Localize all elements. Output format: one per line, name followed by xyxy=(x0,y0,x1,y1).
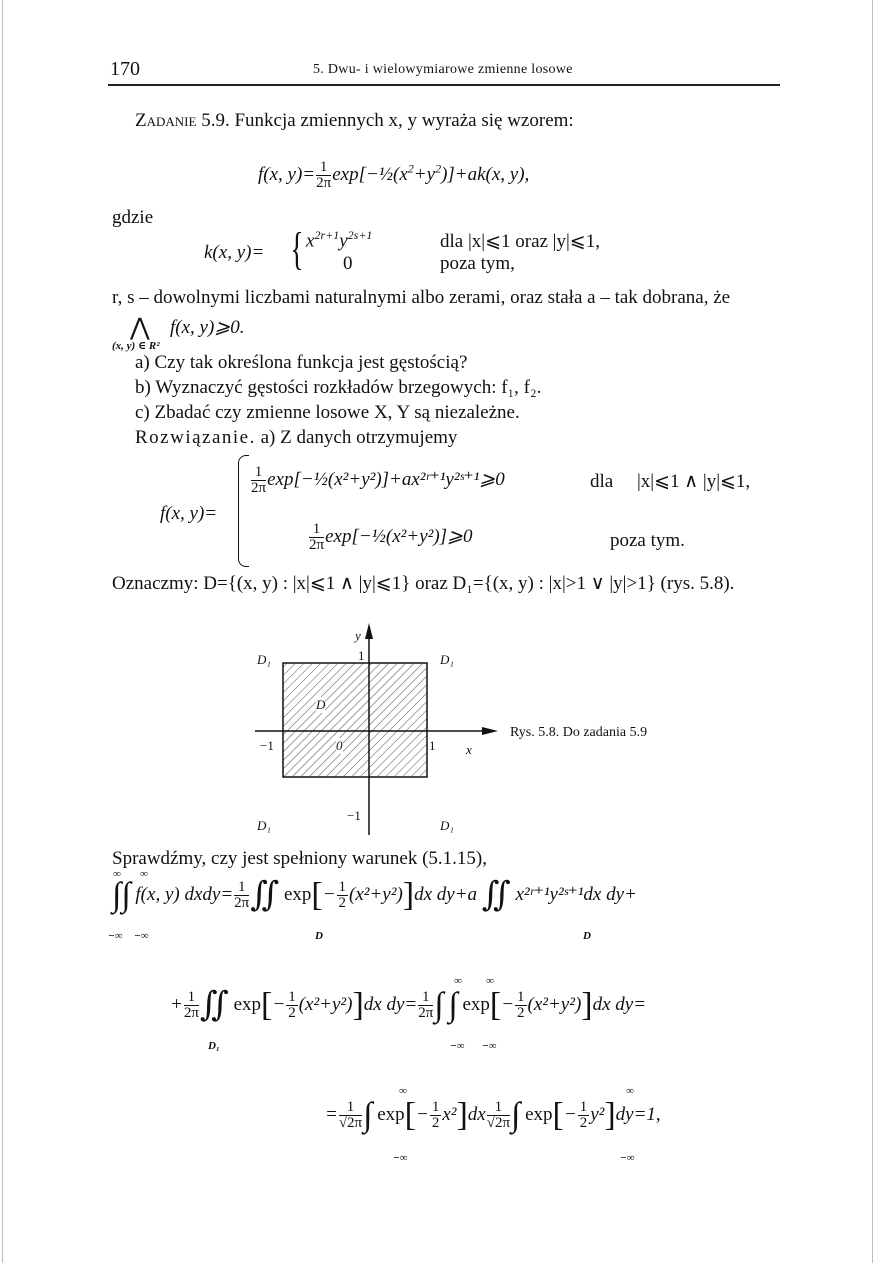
equation-f: f(x, y)= $\frac{1}{2\pi}$ $\exp[-\frac{1}{2}(x^2+y^2)]+ak(x$, y), xyxy=(258,159,530,191)
region-D xyxy=(283,663,427,777)
figure-5-8 xyxy=(250,615,510,840)
header-rule xyxy=(108,84,780,86)
running-title: 5. Dwu- i wielowymiarowe zmienne losowe xyxy=(313,62,573,77)
piecewise-cond2: poza tym. xyxy=(610,530,685,551)
upper-limit: ∞ xyxy=(140,868,148,880)
label-D1-br: D₁ xyxy=(440,818,454,833)
question-a: a) Czy tak określona funkcja jest gęstością? xyxy=(135,352,468,373)
origin-label: 0 xyxy=(336,738,343,753)
k-cond1: dla |x|⩽1 oraz |y|⩽1, xyxy=(440,231,600,252)
x-arrow-icon xyxy=(482,727,498,735)
label-D: D xyxy=(316,697,326,712)
gdzie-text: gdzie xyxy=(112,207,154,228)
tick-1-top: 1 xyxy=(358,648,365,663)
label-D1-tr: D₁ xyxy=(440,652,454,667)
solution-line: Rozwiązanie. a) Z danych otrzymujemy xyxy=(135,427,458,448)
oznaczmy-line: Oznaczmy: D={(x, y) : |x|⩽1 ∧ |y|⩽1} oraz D₁={(x, y) : |x|>1 ∨ |y|>1} (rys. 5.8). xyxy=(112,573,735,594)
domain-D1: D₁ xyxy=(208,1040,220,1052)
y-arrow-icon xyxy=(365,623,373,639)
domain-D: D xyxy=(315,930,323,942)
k-lhs: k(x, y)= xyxy=(204,242,265,263)
label-D1-bl: D₁ xyxy=(257,818,271,833)
tick-minus1-left: −1 xyxy=(260,738,274,753)
task-heading: Zadanie 5.9. Funkcja zmiennych x, y wyraża się wzorem: xyxy=(135,110,574,131)
lower-limit: −∞ xyxy=(620,1152,635,1164)
integral-line-2: + $\frac{1}{2\pi}$ ∬ exp[− $\frac{1}{2}$ (x²+y²)]dx dy= $\frac{1}{2\pi}$ ∫ ∫ exp[− $\frac{1}{2}$ (x²+y²)]dx dy= xyxy=(170,986,647,1024)
piecewise-cond1: dla |x|⩽1 ∧ |y|⩽1, xyxy=(590,471,751,492)
k-case2: 0 xyxy=(343,253,353,274)
integral-line-3: = $\frac{1}{√2\pi}$ ∫ exp[− $\frac{1}{2}$ x²]dx $\frac{1}{√2\pi}$ ∫ exp[− $\frac{1}{2}$ y²]dy=1, xyxy=(325,1096,661,1134)
tick-1-right: 1 xyxy=(429,738,436,753)
forall-subscript: (x, y) ∈ R² xyxy=(112,340,160,352)
x-axis-label: x xyxy=(466,742,472,757)
figure-caption: Rys. 5.8. Do zadania 5.9 xyxy=(510,725,648,740)
k-case1: $x^{2r+1}y^{2s+1}$ xyxy=(306,228,373,252)
check-line: Sprawdźmy, czy jest spełniony warunek (5.1.15), xyxy=(112,848,487,869)
piecewise-brace xyxy=(238,455,249,567)
piecewise-lhs: f(x, y)= xyxy=(160,503,218,524)
integral-line-1: ∫∫ f(x, y) dxdy= $\frac{1}{2\pi}$ ∬ exp[− $\frac{1}{2}$ (x²+y²)]dx dy+a ∬ x²ʳ⁺¹y²ˢ⁺¹dx dy+ xyxy=(112,876,637,914)
label-D1-tl: D₁ xyxy=(257,652,271,667)
scan-edge xyxy=(872,0,873,1263)
rs-line: r, s – dowolnymi liczbami naturalnymi albo zerami, oraz stała a – tak dobrana, że xyxy=(112,287,731,308)
page-number: 170 xyxy=(110,58,140,80)
lower-limit: −∞ xyxy=(393,1152,408,1164)
brace: { xyxy=(290,223,304,274)
upper-limit: ∞ xyxy=(399,1085,407,1097)
upper-limit: ∞ xyxy=(113,868,121,880)
scan-edge xyxy=(2,0,3,1263)
upper-limit: ∞ xyxy=(454,975,462,987)
tick-minus1-bottom: −1 xyxy=(347,808,361,823)
question-c: c) Zbadać czy zmienne losowe X, Y są niezależne. xyxy=(135,402,520,423)
upper-limit: ∞ xyxy=(486,975,494,987)
lower-limit: −∞ xyxy=(482,1040,497,1052)
question-b: b) Wyznaczyć gęstości rozkładów brzegowych: f₁, f₂. xyxy=(135,377,542,398)
forall-expr: f(x, y)⩾0. xyxy=(170,317,245,338)
upper-limit: ∞ xyxy=(626,1085,634,1097)
lower-limit: −∞ xyxy=(134,930,149,942)
wedge-symbol: ⋀ xyxy=(130,315,150,341)
lower-limit: −∞ xyxy=(450,1040,465,1052)
y-axis-label: y xyxy=(355,628,361,643)
k-cond2: poza tym, xyxy=(440,253,515,274)
lower-limit: −∞ xyxy=(108,930,123,942)
piecewise-row1: $\frac{1}{2\pi}$ exp[−½(x²+y²)]+ax²ʳ⁺¹y²ˢ⁺¹⩾0 xyxy=(251,464,505,496)
piecewise-row2: $\frac{1}{2\pi}$ exp[−½(x²+y²)]⩾0 xyxy=(309,521,473,553)
domain-D: D xyxy=(583,930,591,942)
